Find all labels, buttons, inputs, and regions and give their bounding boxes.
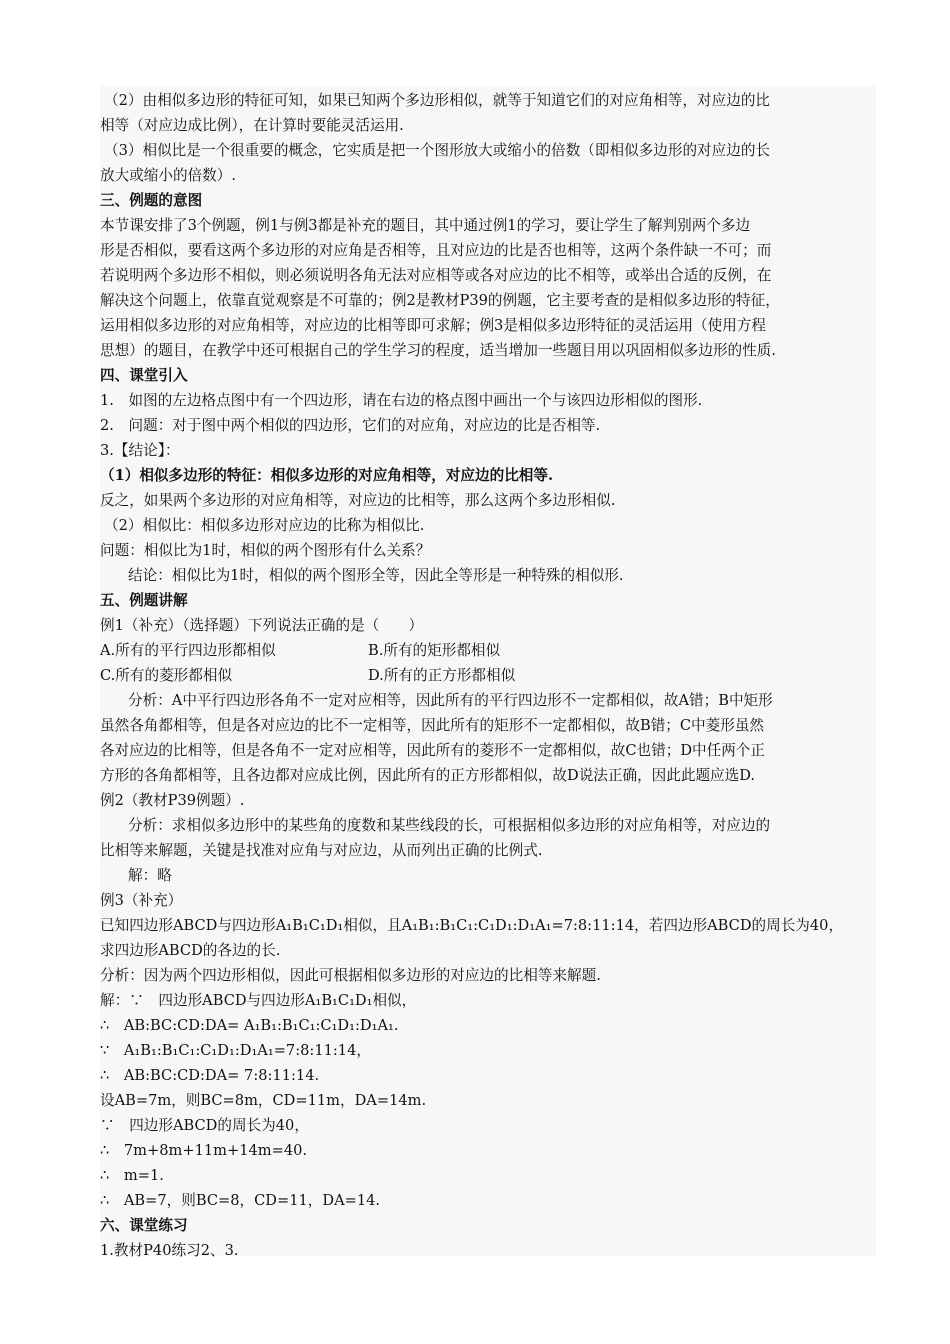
solution-line: ∴ AB=7，则BC=8，CD=11，DA=14. — [100, 1192, 381, 1209]
paragraph-line: 例3（补充） — [100, 892, 183, 909]
paragraph-line: 分析：A中平行四边形各角不一定对应相等，因此所有的平行四边形不一定都相似，故A错；B中矩形 — [128, 692, 773, 709]
paragraph-line: 本节课安排了3个例题，例1与例3都是补充的题目，其中通过例1的学习，要让学生了解判别两个多边 — [100, 217, 751, 234]
option-d: D.所有的正方形都相似 — [368, 667, 516, 684]
paragraph-line: （2）由相似多边形的特征可知，如果已知两个多边形相似，就等于知道它们的对应角相等，对应边的比 — [104, 92, 771, 109]
paragraph-line: 反之，如果两个多边形的对应角相等，对应边的比相等，那么这两个多边形相似. — [100, 492, 616, 509]
document-body — [100, 88, 876, 1263]
paragraph-line: 分析：求相似多边形中的某些角的度数和某些线段的长，可根据相似多边形的对应角相等，对应边的 — [128, 817, 771, 834]
option-b: B.所有的矩形都相似 — [368, 642, 501, 659]
paragraph-line: 1. 如图的左边格点图中有一个四边形，请在右边的格点图中画出一个与该四边形相似的图形. — [100, 392, 703, 409]
paragraph-line: 结论：相似比为1时，相似的两个图形全等，因此全等形是一种特殊的相似形. — [128, 567, 624, 584]
paragraph-line: 形是否相似，要看这两个多边形的对应角是否相等，且对应边的比是否也相等，这两个条件缺一不可；而 — [100, 242, 772, 259]
section-heading: 三、例题的意图 — [100, 192, 203, 209]
option-a: A.所有的平行四边形都相似 — [100, 642, 276, 659]
paragraph-line: 相等（对应边成比例），在计算时要能灵活运用. — [100, 117, 404, 134]
paragraph-line: 3.【结论】： — [100, 442, 180, 459]
paragraph-line: 放大或缩小的倍数）. — [100, 167, 236, 184]
paragraph-line: 例1（补充）（选择题）下列说法正确的是（ ） — [100, 617, 424, 634]
solution-line: ∴ AB:BC:CD:DA= A₁B₁:B₁C₁:C₁D₁:D₁A₁. — [100, 1017, 399, 1034]
paragraph-line: 分析：因为两个四边形相似，因此可根据相似多边形的对应边的比相等来解题. — [100, 967, 601, 984]
solution-line: ∴ AB:BC:CD:DA= 7:8:11:14. — [100, 1067, 320, 1084]
solution-line: ∴ 7m+8m+11m+14m=40. — [100, 1142, 308, 1159]
solution-line: ∵ A₁B₁:B₁C₁:C₁D₁:D₁A₁=7:8:11:14， — [100, 1042, 371, 1059]
paragraph-line: 问题：相似比为1时，相似的两个图形有什么关系？ — [100, 542, 431, 559]
paragraph-line: 2. 问题：对于图中两个相似的四边形，它们的对应角，对应边的比是否相等. — [100, 417, 601, 434]
solution-line: ∴ m=1. — [100, 1167, 164, 1184]
paragraph-line: 各对应边的比相等，但是各角不一定对应相等，因此所有的菱形不一定都相似，故C也错；D中任两个正 — [100, 742, 765, 759]
solution-line: ∵ 四边形ABCD的周长为40， — [100, 1117, 309, 1134]
document-page — [100, 86, 876, 1259]
paragraph-line: 例2（教材P39例题）. — [100, 792, 245, 809]
paragraph-line: 运用相似多边形的对应角相等，对应边的比相等即可求解；例3是相似多边形特征的灵活运用（使用方程 — [100, 317, 767, 334]
section-heading: 五、例题讲解 — [100, 592, 188, 609]
option-row — [100, 638, 876, 663]
option-c: C.所有的菱形都相似 — [100, 667, 233, 684]
paragraph-line: （2）相似比：相似多边形对应边的比称为相似比. — [104, 517, 425, 534]
paragraph-line: 比相等来解题，关键是找准对应角与对应边，从而列出正确的比例式. — [100, 842, 543, 859]
conclusion-line: （1）相似多边形的特征：相似多边形的对应角相等，对应边的比相等. — [100, 467, 554, 484]
paragraph-line: 虽然各角都相等，但是各对应边的比不一定相等，因此所有的矩形不一定都相似，故B错；C中菱形虽然 — [100, 717, 765, 734]
paragraph-line: 解：略 — [128, 867, 172, 884]
paragraph-line: 若说明两个多边形不相似，则必须说明各角无法对应相等或各对应边的比不相等，或举出合适的反例，在 — [100, 267, 772, 284]
solution-line: 设AB=7m，则BC=8m，CD=11m，DA=14m. — [100, 1092, 427, 1109]
paragraph-line: 解决这个问题上，依靠直觉观察是不可靠的；例2是教材P39的例题，它主要考查的是相似多边形的特征， — [100, 292, 780, 309]
section-heading: 六、课堂练习 — [100, 1217, 188, 1234]
paragraph-line: 1.教材P40练习2、3. — [100, 1242, 239, 1259]
option-row — [100, 663, 876, 688]
paragraph-line: （3）相似比是一个很重要的概念，它实质是把一个图形放大或缩小的倍数（即相似多边形的对应边的长 — [104, 142, 771, 159]
paragraph-line: 已知四边形ABCD与四边形A₁B₁C₁D₁相似，且A₁B₁:B₁C₁:C₁D₁:D₁A₁=7:8:11:14，若四边形ABCD的周长为40， — [100, 917, 844, 934]
paragraph-line: 思想）的题目，在教学中还可根据自己的学生学习的程度，适当增加一些题目用以巩固相似多边形的性质. — [100, 342, 776, 359]
solution-line: 解：∵ 四边形ABCD与四边形A₁B₁C₁D₁相似， — [100, 992, 417, 1009]
section-heading: 四、课堂引入 — [100, 367, 188, 384]
paragraph-line: 求四边形ABCD的各边的长. — [100, 942, 281, 959]
paragraph-line: 方形的各角都相等，且各边都对应成比例，因此所有的正方形都相似，故D说法正确，因此此题应选D. — [100, 767, 756, 784]
